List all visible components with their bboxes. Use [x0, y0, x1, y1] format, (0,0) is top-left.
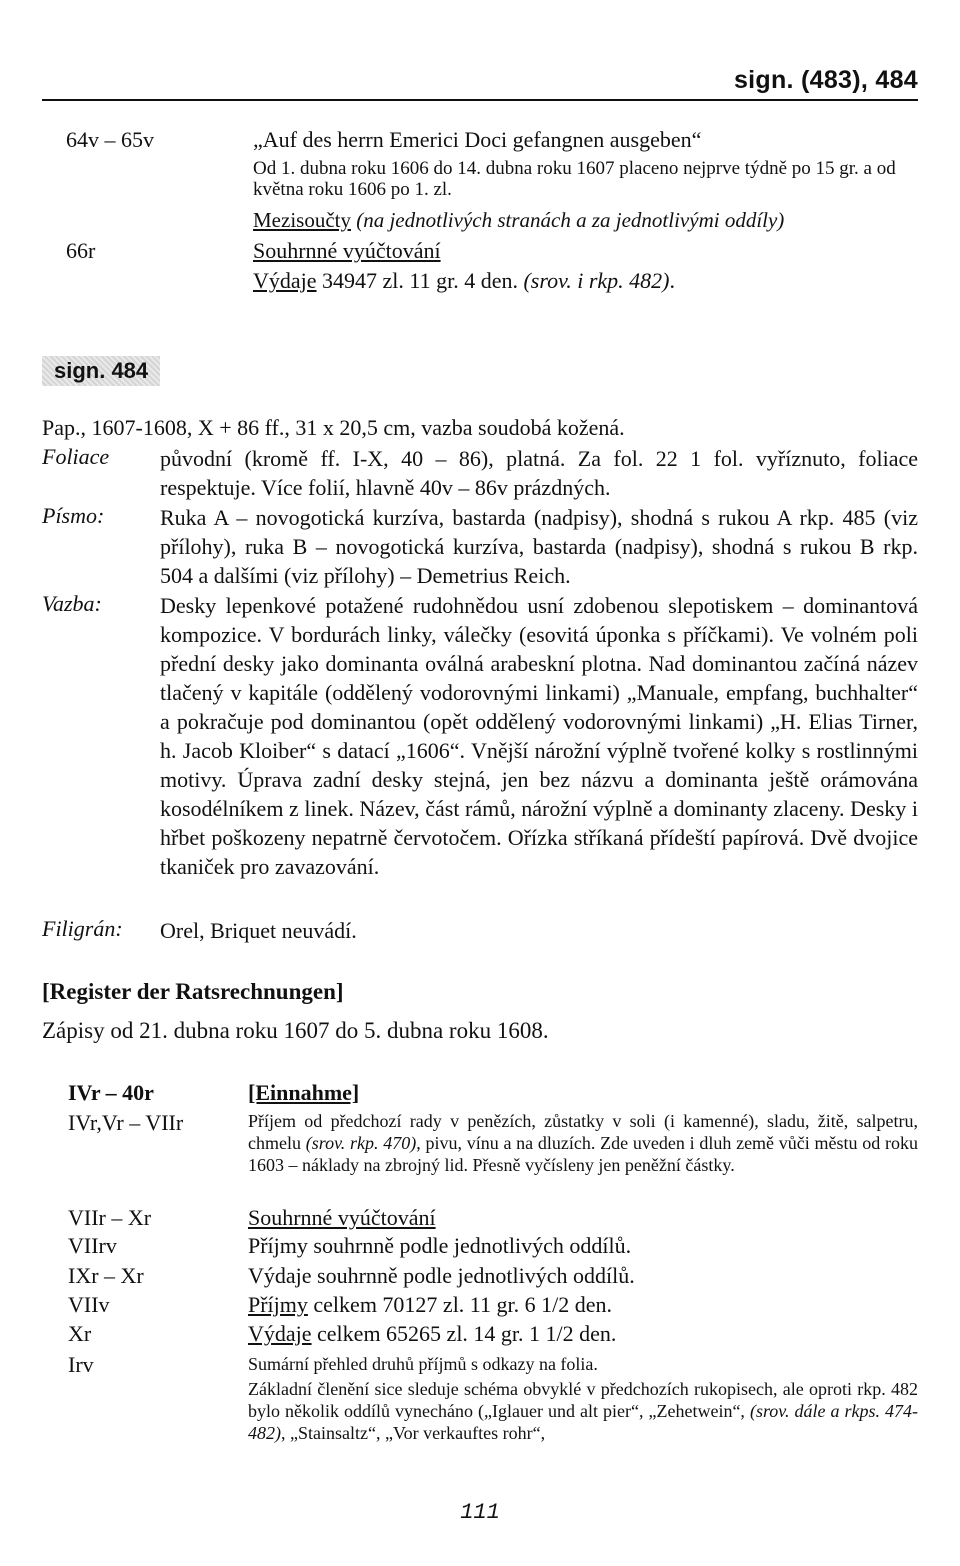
entry-text: Příjmy souhrnně podle jednotlivých oddílů.: [248, 1233, 632, 1258]
subtotals-note: (na jednotlivých stranách a za jednotlivými oddíly): [350, 208, 785, 232]
entry-ref: IVr – 40r: [68, 1080, 154, 1105]
folio-ref: 64v – 65v: [66, 127, 154, 152]
field-label: Písmo:: [42, 503, 105, 528]
entry-text: Výdaje souhrnně podle jednotlivých oddílů.: [248, 1263, 635, 1288]
page-number: 111: [460, 1500, 500, 1525]
subtotals-line: [253, 208, 918, 233]
field-value: Ruka A – novogotická kurzíva, bastarda (nadpisy), shodná s rukou A rkp. 485 (viz přílohy), ruka B – novogotická kurzíva, bastarda (nadpisy), shodná s rukou B rkp. 504 a dalšími (viz přílohy) – Demetrius Reich.: [160, 505, 918, 588]
entry-text: Sumární přehled druhů příjmů s odkazy na folia.: [248, 1354, 598, 1374]
entry-ref: VIIr – Xr: [68, 1205, 152, 1230]
expense-amount: 34947 zl. 11 gr. 4 den.: [316, 268, 524, 293]
entry-ref-italic: (srov. dále a rkps. 474-482): [248, 1401, 918, 1443]
entry-text: [248, 1321, 918, 1347]
register-dates: Zápisy od 21. dubna roku 1607 do 5. dubna roku 1608.: [42, 1018, 549, 1043]
entry-text-part: Základní členění sice sleduje schéma obvyklé v předchozích rukopisech, ale oproti rkp. 482 bylo několik oddílů vynecháno („Iglauer und alt pier“, „Zehetwein“,: [248, 1379, 918, 1421]
field-value: původní (kromě ff. I-X, 40 – 86), platná. Za fol. 22 1 fol. vyříznuto, foliace respektuje. Více folií, hlavně 40v – 86v prázdných.: [160, 446, 918, 500]
entry-paragraph: [248, 1378, 918, 1444]
section-note: Od 1. dubna roku 1606 do 14. dubna roku 1607 placeno nejprve týdně po 15 gr. a od května roku 1606 po 1. zl.: [253, 158, 896, 200]
field-label: Vazba:: [42, 591, 102, 616]
entry-ref: Irv: [68, 1352, 94, 1377]
expense-end: .: [669, 268, 675, 293]
expense-line: [253, 268, 918, 294]
field-label: Foliace: [42, 444, 110, 469]
entry-ref-italic: (srov. rkp. 470): [305, 1133, 417, 1153]
entry-text-part: , pivu, vínu a na dluzích. Zde uveden i dluh země vůči městu od roku 1603 – náklady na zbrojný lid. Přesně vyčísleny jen peněžní částky.: [248, 1133, 919, 1175]
field-value: Orel, Briquet neuvádí.: [160, 918, 357, 943]
entry-text-part: , „Stainsaltz“, „Vor verkauftes rohr“,: [281, 1423, 546, 1443]
entry-text: [248, 1292, 918, 1318]
field-value: Desky lepenkové potažené rudohnědou usní zdobenou slepotiskem – dominantová kompozice. V bordurách linky, válečky (esovitá úponka s příčkami). Ve volném poli přední desky jako dominanta oválná arabeskní plotna. Nad dominantou začíná název tlačený v kapitále (oddělený vodorovnými linkami) „Manuale, empfang, buchhalter“ a pokračuje pod dominantou (opět oddělený vodorovnými linkami) „H. Elias Tirner, h. Jacob Kloiber“ s datací „1606“. Vnější nárožní výplně tvořené kolky s rostlinnými motivy. Úprava zadní desky stejná, jen bez názvu a dominanta ještě orámována kosodélníkem z linek. Název, část rámů, nárožní výplně a dominanty zlaceny. Desky i hřbet poškozeny nepatrně červotočem. Ořízka stříkaná přídeští papírová. Dvě dvojice tkaniček pro zavazování.: [160, 593, 918, 879]
header-rule: [42, 99, 918, 101]
expense-label: Výdaje: [253, 268, 317, 293]
entry-text-part: Příjem od předchozí rady v penězích, zůstatky v soli (i kamenné), sladu, žitě, salpetru, chmelu: [248, 1111, 918, 1153]
sign-label: sign. 484: [42, 356, 160, 386]
entry-amount: celkem 65265 zl. 14 gr. 1 1/2 den.: [311, 1321, 617, 1346]
entry-ref: VIIv: [68, 1292, 110, 1317]
header-signature: sign. (483), 484: [733, 66, 918, 94]
entry-title: [Einnahme]: [248, 1080, 360, 1105]
entry-label: Výdaje: [248, 1321, 312, 1346]
entry-ref: VIIrv: [68, 1233, 117, 1258]
manuscript-description: Pap., 1607-1608, X + 86 ff., 31 x 20,5 cm, vazba soudobá kožená.: [42, 415, 625, 440]
entry-text: Souhrnné vyúčtování: [248, 1205, 436, 1230]
field-label: Filigrán:: [42, 916, 123, 941]
entry-amount: celkem 70127 zl. 11 gr. 6 1/2 den.: [307, 1292, 612, 1317]
register-heading: [Register der Ratsrechnungen]: [42, 979, 344, 1004]
section-title: „Auf des herrn Emerici Doci gefangnen ausgeben“: [253, 127, 702, 152]
summary-title: Souhrnné vyúčtování: [253, 238, 441, 263]
subtotals-label: Mezisoučty: [253, 208, 351, 232]
entry-ref: Xr: [68, 1321, 92, 1346]
entry-label: Příjmy: [248, 1292, 308, 1317]
expense-ref: (srov. i rkp. 482): [523, 268, 670, 293]
entry-ref: IXr – Xr: [68, 1263, 144, 1288]
entry-text: [248, 1110, 918, 1176]
folio-ref: 66r: [66, 238, 96, 263]
entry-ref: IVr,Vr – VIIr: [68, 1110, 184, 1135]
